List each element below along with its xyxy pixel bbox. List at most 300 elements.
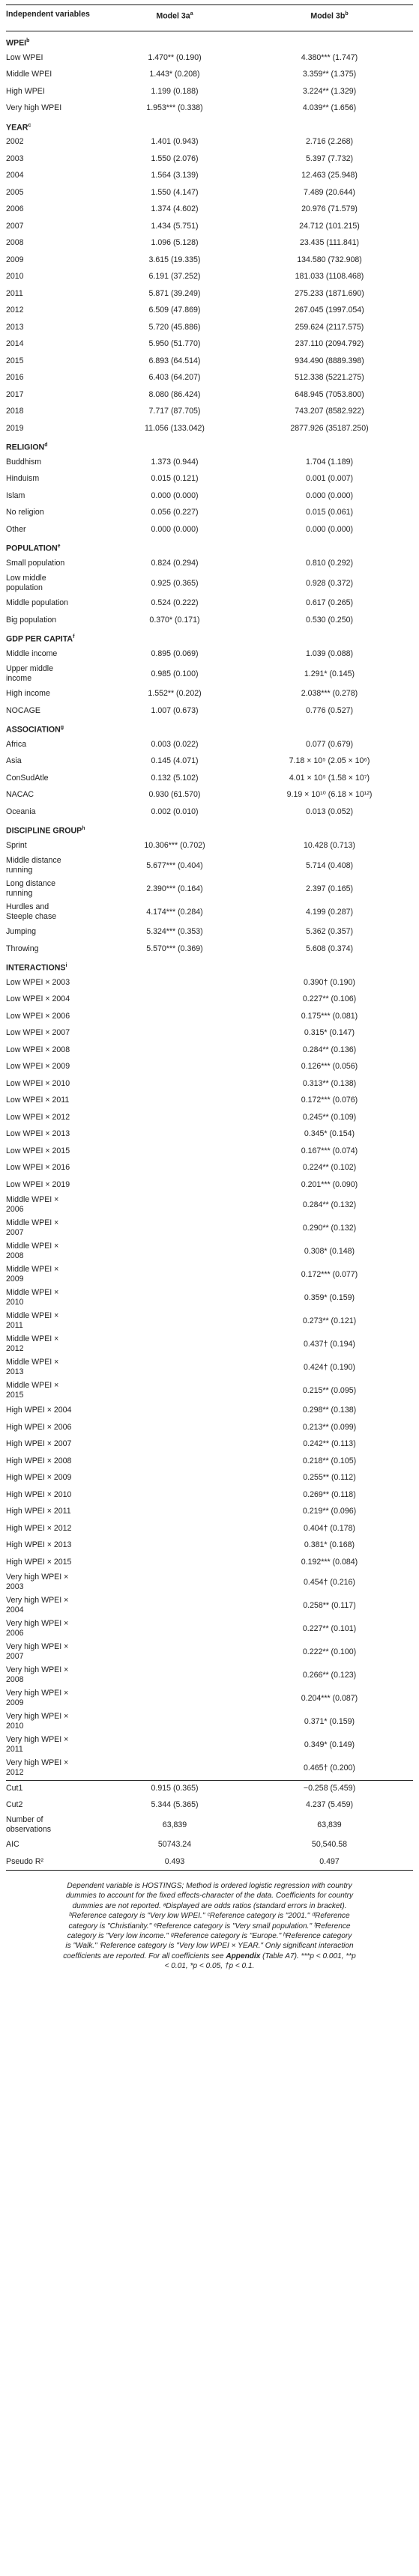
row-label (6, 1596, 105, 1615)
label-text: 2006 (6, 204, 24, 213)
header-model-3a (103, 9, 246, 22)
table-row (6, 703, 413, 720)
label-text: High WPEI × 2015 (6, 1557, 72, 1567)
label-text: Middle distance running (6, 856, 61, 875)
table-row (6, 1537, 413, 1555)
table-row (6, 1453, 413, 1471)
footnote-line (6, 1951, 413, 1961)
table-row (6, 663, 413, 686)
table-row (6, 1664, 413, 1687)
footnote-line: category is "Very low income." ᵍReference category is "Europe." ʰReference category (67, 1932, 352, 1941)
row-label (6, 1758, 105, 1778)
model-3a-cell: 2.390*** (0.164) (146, 884, 203, 893)
model-3a-cell: 0.002 (0.010) (151, 806, 199, 816)
table-row (6, 50, 413, 67)
row-label (6, 807, 105, 817)
table-header (6, 9, 413, 31)
section-header (6, 629, 413, 646)
table-row (6, 522, 413, 539)
label-text: High WPEI × 2013 (6, 1540, 72, 1549)
model-3b-cell: 12.463 (25.948) (301, 171, 358, 180)
label-text: Low WPEI × 2003 (6, 977, 70, 987)
row-label (6, 689, 105, 699)
model-3b-cell: 23.435 (111.841) (299, 238, 360, 247)
model-3b-cell: 0.218** (0.105) (302, 1456, 357, 1465)
model-3a-cell: 1.199 (0.188) (151, 86, 199, 96)
label-text: 2018 (6, 407, 24, 416)
label-text: Pseudo R² (6, 1856, 44, 1866)
model-3a-cell: 63,839 (162, 1820, 187, 1829)
label-text: Low WPEI × 2004 (6, 994, 70, 1003)
table-row (6, 353, 413, 371)
row-label (6, 1381, 105, 1400)
table-row (6, 1379, 413, 1403)
row-label (6, 1180, 105, 1190)
label-text: High income (6, 689, 50, 698)
table-row (6, 455, 413, 472)
table-row (6, 646, 413, 663)
label-text: Very high WPEI (6, 103, 62, 112)
label-text: Very high WPEI × 2012 (6, 1758, 69, 1777)
table-row (6, 286, 413, 303)
model-3b-cell: 0.617 (0.265) (305, 598, 354, 607)
model-3b-cell: 1.039 (0.088) (305, 648, 354, 658)
table-row (6, 1025, 413, 1042)
model-3a-cell: 0.915 (0.365) (151, 1784, 199, 1793)
table-row (6, 1310, 413, 1333)
model-3b-cell: 0.215** (0.095) (302, 1386, 357, 1395)
model-3b-cell: 934.490 (8889.398) (295, 356, 364, 365)
model-3b-cell: 0.284** (0.136) (302, 1045, 357, 1054)
table-row (6, 595, 413, 613)
model-3a-cell: 0.003 (0.022) (151, 739, 199, 749)
model-3b-cell: 2.397 (0.165) (305, 884, 354, 893)
row-label (6, 902, 105, 922)
model-3b-cell: 0.222** (0.100) (302, 1647, 357, 1656)
table-row (6, 1710, 413, 1734)
label-text: Low WPEI × 2019 (6, 1179, 70, 1189)
section-label (6, 541, 105, 554)
row-label (6, 944, 105, 954)
section-label (6, 723, 105, 735)
row-label (6, 1665, 105, 1685)
model-3b-cell: −0.258 (5.459) (303, 1784, 356, 1793)
model-3b-cell: 259.624 (2117.575) (295, 322, 364, 332)
row-label (6, 373, 105, 383)
model-3a-cell: 6.893 (64.514) (148, 356, 201, 365)
table-row (6, 1687, 413, 1710)
row-label (6, 649, 105, 659)
label-text: Throwing (6, 944, 39, 953)
row-label (6, 339, 105, 349)
model-3b-cell: 5.397 (7.732) (305, 154, 354, 163)
row-label (6, 841, 105, 851)
label-footnote-mark: f (73, 634, 75, 640)
model-3a-cell: 0.895 (0.069) (151, 648, 199, 658)
table-row (6, 1240, 413, 1263)
table-row (6, 854, 413, 878)
table-row (6, 1555, 413, 1572)
table-row (6, 1521, 413, 1538)
label-text: Middle population (6, 598, 69, 607)
row-label (6, 154, 105, 164)
table-row (6, 1263, 413, 1287)
label-text: Middle WPEI (6, 70, 52, 79)
table-row (6, 1356, 413, 1379)
model-3a-cell: 5.570*** (0.369) (146, 944, 203, 953)
label-text: INTERACTIONS (6, 963, 66, 973)
label-text: Low WPEI × 2008 (6, 1045, 70, 1054)
model-3a-cell: 5.950 (51.770) (148, 339, 201, 348)
model-3b-cell: 0.298** (0.138) (302, 1406, 357, 1415)
label-text: Big population (6, 615, 57, 625)
model-3b-cell: 0.204*** (0.087) (301, 1694, 358, 1703)
model-3a-cell: 1.373 (0.944) (151, 457, 199, 467)
model-3a-cell: 1.401 (0.943) (151, 137, 199, 146)
label-text: Oceania (6, 806, 36, 816)
label-text: High WPEI × 2007 (6, 1439, 72, 1448)
label-text: Sprint (6, 840, 27, 850)
model-3b-cell: 0.227** (0.101) (302, 1624, 357, 1633)
table-row (6, 901, 413, 924)
model-3a-cell: 1.550 (2.076) (151, 154, 199, 163)
label-text: Very high WPEI × 2007 (6, 1642, 69, 1661)
label-text: 2019 (6, 423, 24, 433)
table-row (6, 1757, 413, 1780)
model-3b-cell: 743.207 (8582.922) (295, 407, 364, 416)
table-row (6, 1042, 413, 1060)
model-3b-cell: 0.245** (0.109) (302, 1112, 357, 1122)
row-label (6, 1689, 105, 1708)
table-row (6, 924, 413, 941)
row-label (6, 491, 105, 501)
model-3b-cell: 0.242** (0.113) (303, 1439, 356, 1448)
model-3b-cell: 275.233 (1871.690) (295, 288, 364, 298)
model-3b-cell: 0.167*** (0.074) (301, 1146, 358, 1155)
top-rule (6, 4, 413, 5)
section-label (6, 632, 105, 645)
label-footnote-mark: d (44, 443, 48, 448)
footnote-line: ᵇReference category is "Very low WPEI." ᶜReference category is "2001." ᵈReference (69, 1912, 350, 1921)
model-3b-cell: 0.172*** (0.076) (301, 1096, 358, 1105)
row-label (6, 171, 105, 180)
table-row (6, 1594, 413, 1617)
stat-row (6, 1814, 413, 1837)
table-row (6, 991, 413, 1009)
table-row (6, 941, 413, 959)
label-text: Middle WPEI × 2006 (6, 1195, 59, 1214)
table-row (6, 134, 413, 151)
model-3a-cell: 8.080 (86.424) (148, 389, 201, 399)
table-row (6, 387, 413, 404)
table-row (6, 151, 413, 168)
model-3b-cell: 7.18 × 10⁵ (2.05 × 10⁶) (289, 756, 370, 765)
row-label (6, 458, 105, 467)
model-3b-cell: 2.716 (2.268) (305, 137, 354, 146)
table-row (6, 1194, 413, 1217)
row-label (6, 53, 105, 63)
label-text: ASSOCIATION (6, 725, 61, 735)
model-3b-cell: 0.313** (0.138) (302, 1078, 357, 1088)
model-3a-cell: 0.930 (61.570) (148, 790, 201, 799)
table-row (6, 219, 413, 236)
model-3b-cell: 0.213** (0.099) (302, 1422, 357, 1432)
model-3a-cell: 1.096 (5.128) (151, 238, 199, 247)
model-3a-cell: 1.564 (3.139) (151, 171, 199, 180)
model-3b-cell: 0.192*** (0.084) (301, 1557, 358, 1567)
label-text: High WPEI × 2011 (6, 1507, 71, 1516)
label-text: Middle WPEI × 2010 (6, 1288, 59, 1307)
model-3a-cell: 1.434 (5.751) (151, 221, 199, 231)
row-label (6, 1288, 105, 1307)
label-text: Very high WPEI × 2011 (6, 1735, 69, 1754)
row-label (6, 1507, 105, 1516)
model-3a-cell: 5.720 (45.886) (148, 322, 201, 332)
table-row (6, 370, 413, 387)
section-header (6, 821, 413, 838)
section-header (6, 538, 413, 556)
table-row (6, 686, 413, 703)
section-header (6, 118, 413, 135)
label-text: 2009 (6, 255, 24, 264)
label-text: Number of observations (6, 1815, 52, 1834)
table-row (6, 878, 413, 901)
row-label (6, 306, 105, 315)
footnote-text: (Table A7). ***p < 0.001, **p (260, 1951, 356, 1960)
label-text: 2003 (6, 154, 24, 163)
label-text: No religion (6, 508, 44, 517)
model-3a-cell: 50743.24 (157, 1840, 192, 1849)
model-3b-cell: 181.033 (1108.468) (295, 272, 364, 281)
model-3b-cell: 0.219** (0.096) (302, 1507, 357, 1516)
label-text: Low WPEI × 2009 (6, 1062, 70, 1071)
row-label (6, 1735, 105, 1755)
row-label (6, 1218, 105, 1238)
table-row (6, 1734, 413, 1757)
label-text: Hurdles and Steeple chase (6, 902, 57, 921)
model-3a-cell: 5.344 (5.365) (151, 1799, 199, 1809)
model-3b-cell: 4.199 (0.287) (305, 908, 354, 917)
table-row (6, 1504, 413, 1521)
row-label (6, 1456, 105, 1466)
table-row (6, 404, 413, 421)
row-label (6, 1406, 105, 1415)
table-row (6, 100, 413, 118)
model-3a-cell: 0.000 (0.000) (151, 524, 199, 534)
section-label (6, 121, 105, 133)
model-3b-cell: 0.404† (0.178) (304, 1523, 355, 1533)
row-label (6, 994, 105, 1004)
model-3b-cell: 0.308* (0.148) (304, 1247, 355, 1256)
table-row (6, 185, 413, 202)
label-text: 2016 (6, 373, 24, 382)
row-label (6, 1524, 105, 1534)
model-3b-cell: 237.110 (2094.792) (295, 339, 364, 348)
model-3b-cell: 0.000 (0.000) (305, 524, 354, 534)
label-text: Very high WPEI × 2003 (6, 1573, 69, 1591)
model-3a-cell: 0.370* (0.171) (149, 615, 200, 625)
row-label (6, 790, 105, 800)
table-row (6, 1009, 413, 1026)
table-row (6, 1126, 413, 1143)
table-row (6, 1470, 413, 1487)
row-label (6, 1079, 105, 1089)
label-text: Cut2 (6, 1799, 23, 1809)
row-label (6, 1439, 105, 1449)
label-text: WPEI (6, 38, 27, 48)
model-3b-cell: 2877.926 (35187.250) (290, 423, 369, 433)
model-3b-cell: 3.224** (1.329) (302, 86, 357, 96)
model-3b-cell: 63,839 (317, 1820, 342, 1829)
section-header (6, 33, 413, 50)
model-3b-cell: 0.126*** (0.056) (301, 1062, 358, 1071)
model-3b-cell: 10.428 (0.713) (304, 840, 355, 850)
label-text: NACAC (6, 790, 34, 799)
table-row (6, 1093, 413, 1110)
model-3b-cell: 50,540.58 (311, 1840, 348, 1849)
model-3b-cell: 1.704 (1.189) (305, 457, 354, 467)
row-label (6, 1195, 105, 1215)
row-label (6, 706, 105, 716)
model-3a-cell: 0.015 (0.121) (151, 474, 199, 483)
label-text: 2007 (6, 221, 24, 231)
row-label (6, 1146, 105, 1156)
row-label (6, 70, 105, 79)
model-3a-cell: 5.324*** (0.353) (146, 927, 203, 936)
model-3b-cell: 134.580 (732.908) (297, 255, 362, 264)
appendix-link[interactable]: Appendix (226, 1951, 261, 1960)
table-row (6, 84, 413, 101)
model-3b-cell: 0.224** (0.102) (302, 1163, 357, 1172)
row-label (6, 1242, 105, 1261)
model-3a-cell: 0.925 (0.365) (151, 579, 199, 588)
label-text: Low WPEI × 2011 (6, 1096, 70, 1105)
label-text: High WPEI × 2012 (6, 1523, 72, 1533)
table-row (6, 753, 413, 771)
model-3b-cell: 0.227** (0.106) (302, 994, 357, 1003)
model-3b-cell: 0.000 (0.000) (305, 490, 354, 500)
footnote-text: coefficients are reported. For all coefficients see (63, 1951, 226, 1960)
label-text: RELIGION (6, 443, 45, 452)
row-label (6, 390, 105, 400)
label-text: Hinduism (6, 474, 40, 483)
table-row (6, 1333, 413, 1356)
row-label (6, 1784, 105, 1793)
model-3b-cell: 2.038*** (0.278) (301, 689, 358, 698)
table-row (6, 737, 413, 754)
row-label (6, 222, 105, 231)
model-3a-cell: 7.717 (87.705) (148, 407, 201, 416)
section-header (6, 720, 413, 737)
row-label (6, 1358, 105, 1377)
row-label (6, 1558, 105, 1567)
label-footnote-mark: i (65, 963, 67, 968)
label-text: Very high WPEI × 2008 (6, 1665, 69, 1684)
label-text: NOCAGE (6, 705, 40, 715)
table-row (6, 320, 413, 337)
table-row (6, 1110, 413, 1127)
label-footnote-mark: c (28, 122, 31, 128)
label-text: 2014 (6, 339, 24, 348)
label-footnote-mark: e (57, 544, 61, 549)
table-row (6, 1617, 413, 1641)
model-3a-cell: 11.056 (133.042) (145, 423, 205, 433)
label-text: 2010 (6, 272, 24, 281)
row-label (6, 978, 105, 988)
model-3b-cell: 0.381* (0.168) (304, 1540, 355, 1549)
row-label (6, 1540, 105, 1550)
stat-row (6, 1780, 413, 1797)
label-text: High WPEI × 2010 (6, 1489, 72, 1499)
row-label (6, 103, 105, 113)
footnote-line: < 0.01, *p < 0.05, †p < 0.1. (164, 1962, 255, 1971)
label-text: 2017 (6, 389, 24, 399)
model-3a-cell: 6.191 (37.252) (148, 272, 201, 281)
label-text: Other (6, 524, 26, 534)
label-text: High WPEI × 2009 (6, 1473, 72, 1482)
model-3b-cell: 0.465† (0.200) (304, 1764, 355, 1772)
label-text: Middle WPEI × 2013 (6, 1358, 59, 1376)
label-text: Middle WPEI × 2009 (6, 1265, 59, 1284)
label-text: Middle WPEI × 2012 (6, 1334, 59, 1353)
table-row (6, 771, 413, 788)
model-3b-cell: 4.380*** (1.747) (301, 52, 358, 62)
model-3a-cell: 0.493 (164, 1856, 185, 1866)
footnote-line: Dependent variable is HOSTINGS; Method is ordered logistic regression with country (67, 1882, 352, 1890)
row-label (6, 1840, 105, 1850)
stat-row (6, 1854, 413, 1871)
model-3a-cell: 1.007 (0.673) (151, 705, 199, 715)
model-3b-cell: 0.776 (0.527) (305, 705, 354, 715)
section-label (6, 824, 105, 836)
model-3b-cell: 0.497 (319, 1856, 340, 1866)
section-label (6, 440, 105, 453)
label-text: 2005 (6, 187, 24, 197)
table-row (6, 269, 413, 286)
row-label (6, 289, 105, 299)
row-label (6, 1012, 105, 1021)
model-3b-cell: 4.039** (1.656) (302, 103, 357, 112)
row-label (6, 856, 105, 875)
table-row (6, 787, 413, 804)
footnote-line: category is "Christianity." ᵉReference category is "Very small population." ᶠReference (68, 1922, 351, 1931)
footnote-line: dummies to account for the fixed effects-character of the data. Coefficients for country (65, 1892, 354, 1901)
table-row (6, 975, 413, 992)
model-3b-cell: 5.362 (0.357) (305, 927, 354, 936)
table-row (6, 1436, 413, 1453)
row-label (6, 1423, 105, 1433)
model-3b-cell: 512.338 (5221.275) (295, 373, 364, 382)
model-3a-cell: 1.552** (0.202) (148, 689, 202, 698)
table-row (6, 804, 413, 821)
table-row (6, 201, 413, 219)
row-label (6, 255, 105, 265)
model-3b-cell: 267.045 (1997.054) (295, 306, 364, 315)
row-label (6, 774, 105, 783)
model-3b-cell: 0.454† (0.216) (304, 1578, 355, 1587)
model-3b-cell: 0.077 (0.679) (305, 739, 354, 749)
table-row (6, 1143, 413, 1161)
row-label (6, 1028, 105, 1038)
row-label (6, 1619, 105, 1638)
model-3a-cell: 1.953*** (0.338) (146, 103, 203, 112)
model-3b-cell: 0.001 (0.007) (305, 474, 354, 483)
row-label (6, 407, 105, 416)
model-3b-cell: 0.284** (0.132) (302, 1200, 357, 1209)
label-text: Buddhism (6, 457, 42, 467)
model-3b-cell: 0.172*** (0.077) (301, 1270, 358, 1279)
model-3b-cell: 648.945 (7053.800) (295, 389, 364, 399)
